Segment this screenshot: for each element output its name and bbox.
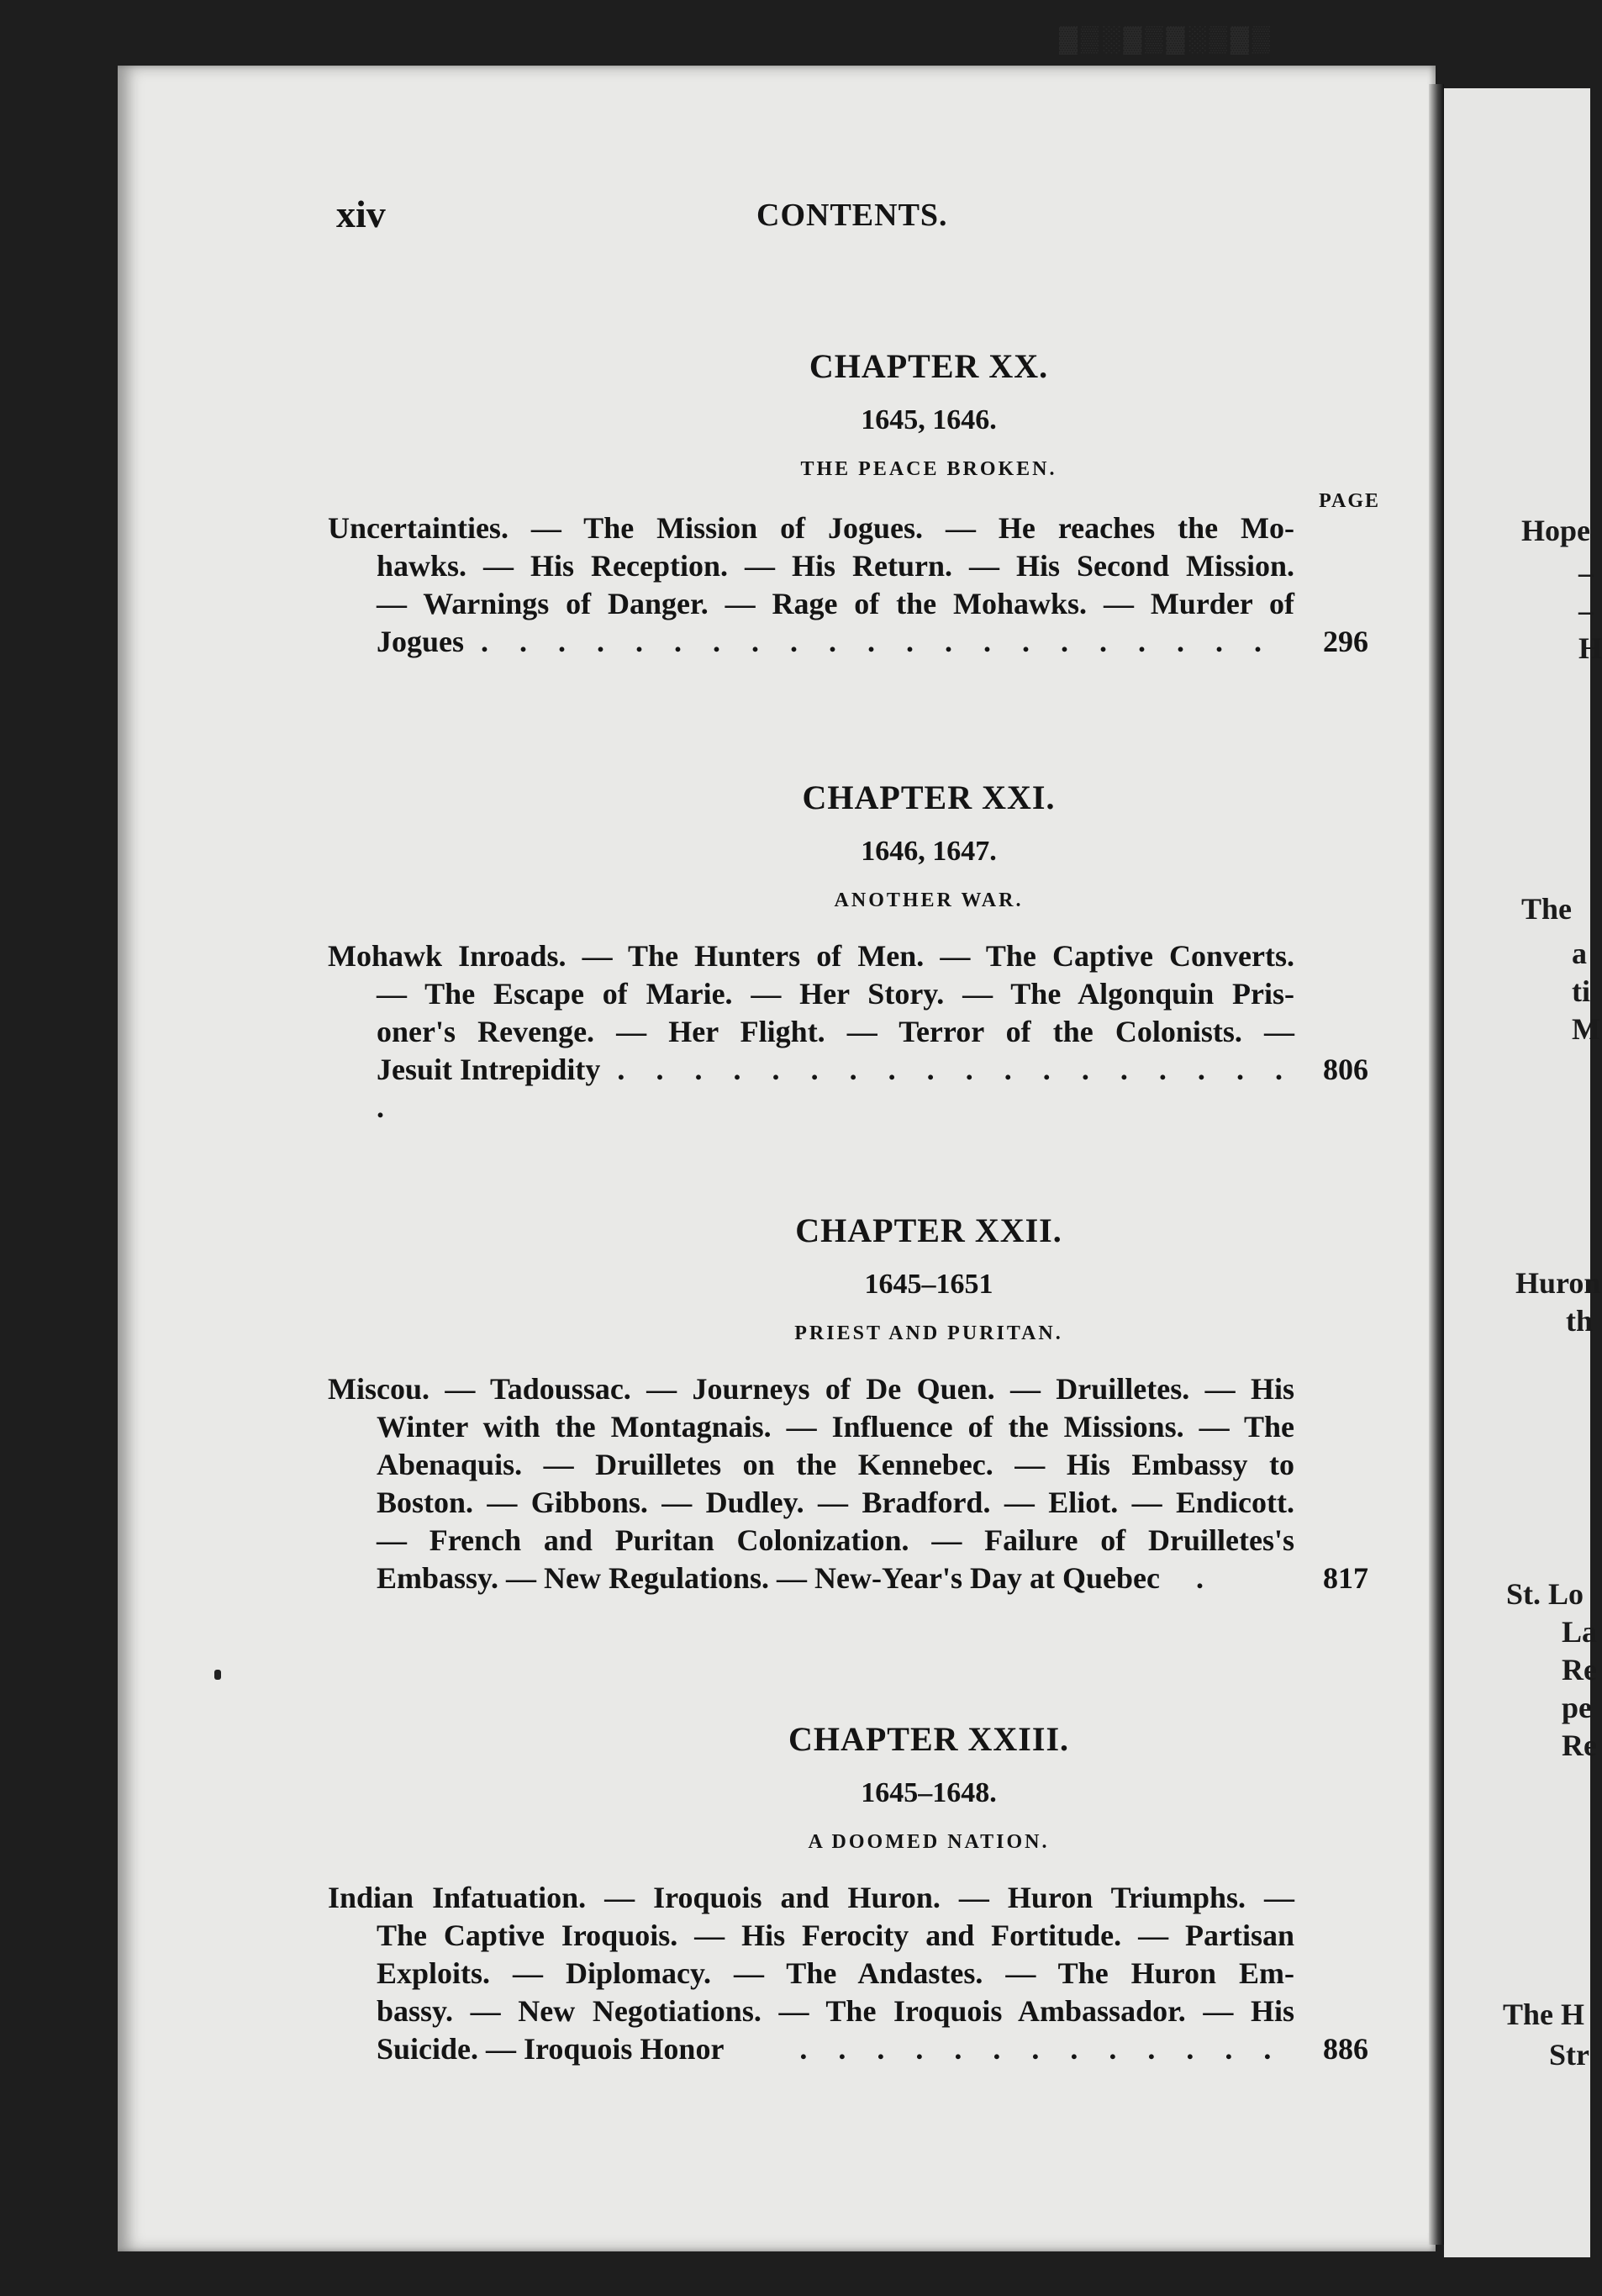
page-column-label: PAGE bbox=[1319, 490, 1380, 512]
chapter-title: CHAPTER XXIII. bbox=[788, 1720, 1070, 1758]
chapter-summary bbox=[328, 1370, 1368, 1597]
summary-line: The Captive Iroquois. — His Ferocity and Fortitude. — Partisan bbox=[377, 1919, 1294, 1952]
toc-entry bbox=[328, 509, 1368, 661]
facing-fragment: pe bbox=[1562, 1691, 1592, 1724]
facing-fragment: a bbox=[1572, 937, 1587, 970]
summary-line-last bbox=[328, 623, 1368, 661]
facing-fragment: Hope bbox=[1521, 514, 1591, 547]
summary-line: Indian Infatuation. — Iroquois and Huron. — Huron Triumphs. — bbox=[328, 1881, 1294, 1914]
summary-line: bassy. — New Negotiations. — The Iroquois Ambassador. — His bbox=[377, 1994, 1294, 2028]
scan-smudge: ▓▒░▓▒▓░▒▓▒ bbox=[1059, 25, 1274, 53]
summary-line-last bbox=[328, 1051, 1368, 1127]
chapter-xxi bbox=[328, 778, 1378, 1127]
chapter-xxiii bbox=[328, 1719, 1378, 2068]
facing-fragment: – bbox=[1578, 556, 1594, 589]
summary-line: — Warnings of Danger. — Rage of the Mohawks. — Murder of bbox=[377, 587, 1294, 620]
leader-dots: . . . . . . . . . . . . . . . . . . . bbox=[377, 1053, 1294, 1124]
chapter-summary bbox=[328, 509, 1368, 661]
facing-fragment: La bbox=[1562, 1615, 1598, 1649]
summary-line-last bbox=[328, 2030, 1368, 2068]
summary-line: Jesuit Intrepidity bbox=[377, 1053, 601, 1086]
summary-line: Mohawk Inroads. — The Hunters of Men. — The Captive Converts. bbox=[328, 939, 1294, 973]
page-number: xiv bbox=[336, 193, 386, 235]
facing-fragment: th bbox=[1566, 1304, 1594, 1338]
summary-line: Exploits. — Diplomacy. — The Andastes. — The Huron Em- bbox=[377, 1956, 1294, 1990]
running-title: CONTENTS. bbox=[756, 198, 948, 233]
page-ref: 806 bbox=[1323, 1053, 1368, 1086]
book-gutter bbox=[1429, 84, 1444, 2245]
chapter-summary bbox=[328, 937, 1368, 1127]
toc-entry bbox=[328, 1370, 1368, 1597]
page-ref: 817 bbox=[1323, 1561, 1368, 1595]
facing-fragment: Str bbox=[1549, 2038, 1589, 2072]
summary-line: Suicide. — Iroquois Honor bbox=[377, 2032, 725, 2066]
chapter-title: CHAPTER XX. bbox=[809, 347, 1049, 385]
page-header bbox=[336, 192, 1378, 242]
chapter-subtitle: ANOTHER WAR. bbox=[834, 889, 1024, 911]
scan-speck bbox=[214, 1670, 221, 1680]
summary-line: hawks. — His Reception. — His Return. — His Second Mission. bbox=[377, 549, 1294, 583]
summary-line-last bbox=[328, 1560, 1368, 1597]
page-ref: 296 bbox=[1323, 625, 1368, 658]
facing-page bbox=[1444, 88, 1602, 2257]
facing-fragment: Re bbox=[1562, 1729, 1597, 1762]
chapter-title: CHAPTER XXI. bbox=[802, 779, 1056, 816]
facing-fragment: H bbox=[1578, 631, 1602, 665]
facing-fragment: The bbox=[1521, 892, 1573, 926]
summary-line: Uncertainties. — The Mission of Jogues. — He reaches the Mo- bbox=[328, 511, 1294, 545]
chapter-subtitle: PRIEST AND PURITAN. bbox=[794, 1322, 1063, 1344]
chapter-years: 1646, 1647. bbox=[861, 836, 997, 867]
summary-line: Boston. — Gibbons. — Dudley. — Bradford. — Eliot. — Endicott. bbox=[377, 1486, 1294, 1519]
chapter-subtitle: A DOOMED NATION. bbox=[808, 1831, 1050, 1853]
summary-line: Winter with the Montagnais. — Influence of the Missions. — The bbox=[377, 1410, 1294, 1444]
chapter-subtitle: THE PEACE BROKEN. bbox=[800, 458, 1057, 480]
summary-line: oner's Revenge. — Her Flight. — Terror of the Colonists. — bbox=[377, 1015, 1294, 1048]
leader-dots: . bbox=[1176, 1561, 1215, 1595]
facing-fragment: – bbox=[1578, 594, 1594, 627]
facing-fragment: Huron bbox=[1515, 1266, 1601, 1300]
summary-line: Embassy. — New Regulations. — New-Year's Day at Quebec bbox=[377, 1561, 1160, 1595]
chapter-years: 1645, 1646. bbox=[861, 404, 997, 435]
facing-fragment: St. Lo bbox=[1506, 1577, 1584, 1611]
chapter-years: 1645–1648. bbox=[861, 1777, 997, 1808]
toc-entry bbox=[328, 937, 1368, 1127]
page-ref: 886 bbox=[1323, 2032, 1368, 2066]
chapter-title: CHAPTER XXII. bbox=[795, 1211, 1062, 1249]
facing-fragment: ti bbox=[1572, 974, 1590, 1008]
chapter-summary bbox=[328, 1879, 1368, 2068]
summary-line: Jogues bbox=[377, 625, 465, 658]
chapter-years: 1645–1651 bbox=[864, 1269, 993, 1300]
chapter-xxii bbox=[328, 1211, 1378, 1597]
facing-fragment: M bbox=[1572, 1012, 1600, 1046]
summary-line: — French and Puritan Colonization. — Failure of Druilletes's bbox=[377, 1523, 1294, 1557]
facing-fragment: The H bbox=[1503, 1998, 1585, 2031]
facing-fragment: Re bbox=[1562, 1653, 1597, 1686]
summary-line: — The Escape of Marie. — Her Story. — The Algonquin Pris- bbox=[377, 977, 1294, 1011]
toc-entry bbox=[328, 1879, 1368, 2068]
leader-dots: . . . . . . . . . . . . . . . . . . . . . bbox=[481, 625, 1274, 658]
summary-line: Abenaquis. — Druilletes on the Kennebec. — His Embassy to bbox=[377, 1448, 1294, 1481]
chapter-xx bbox=[328, 346, 1378, 661]
summary-line: Miscou. — Tadoussac. — Journeys of De Quen. — Druilletes. — His bbox=[328, 1372, 1294, 1406]
leader-dots: . . . . . . . . . . . . . bbox=[799, 2032, 1283, 2066]
